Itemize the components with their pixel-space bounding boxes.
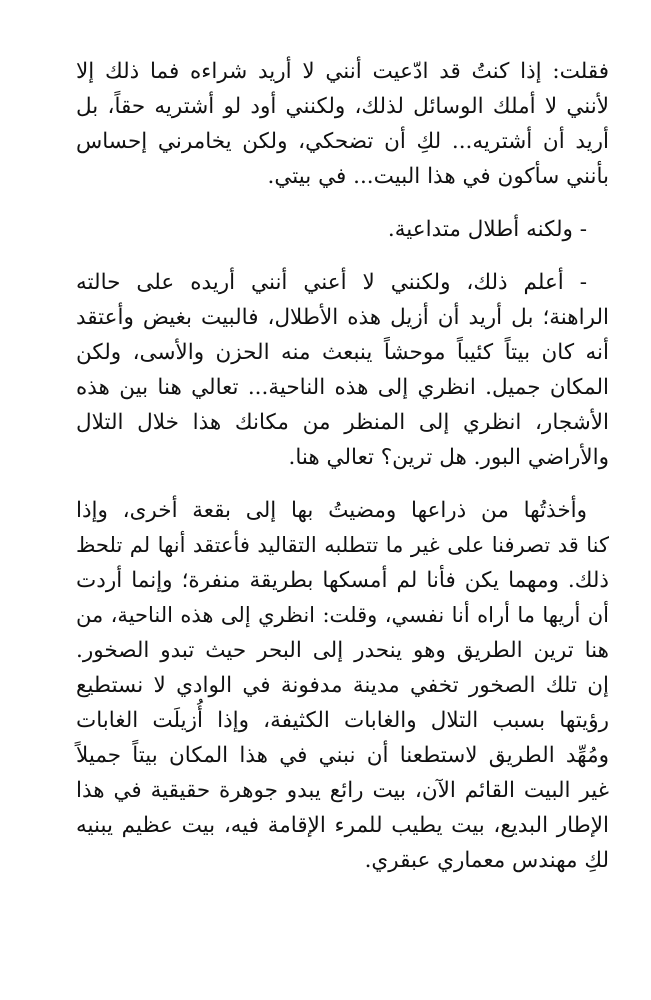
text-line: الراهنة؛ بل أريد أن أزيل هذه الأطلال، فالبيت بغيض وأعتقد [76,305,609,330]
paragraph-1 [76,54,609,194]
paragraph-2 [76,212,609,247]
text-line: رؤيتها بسبب التلال والغابات الكثيفة، وإذا أُزيلَت الغابات [76,708,609,733]
text-line: غير البيت القائم الآن، بيت رائع يبدو جوهرة حقيقية في هذا [76,778,609,803]
text-line: هنا ترين الطريق وهو ينحدر إلى البحر حيث تبدو الصخور. [76,638,609,663]
text-line: أريد أن أشتريه... لكِ أن تضحكي، ولكن يخامرني إحساس [76,129,609,154]
text-line: كنا قد تصرفنا على غير ما تتطلبه التقاليد فأعتقد أنها لم تلحظ [76,533,609,557]
text-line: لأنني لا أملك الوسائل لذلك، ولكنني أود لو أشتريه حقاً، بل [76,94,609,119]
text-line: - ولكنه أطلال متداعية. [387,217,587,242]
paragraph-3 [76,265,609,475]
text-line: أنه كان بيتاً كئيباً موحشاً ينبعث منه الحزن والأسى، ولكن [76,340,609,365]
text-line: بأنني سأكون في هذا البيت... في بيتي. [267,164,609,189]
text-line: ومُهِّد الطريق لاستطعنا أن نبني في هذا المكان بيتاً جميلاً [76,743,609,768]
text-line: المكان جميل. انظري إلى هذه الناحية... تعالي هنا بين هذه [76,375,609,400]
book-page [76,54,609,878]
paragraph-4 [76,493,609,878]
text-line: أن أريها ما أراه أنا نفسي، وقلت: انظري إلى هذه الناحية، من [76,603,609,627]
text-line: الإطار البديع، بيت يطيب للمرء الإقامة فيه، بيت عظيم يبنيه [76,813,609,838]
text-line: لكِ مهندس معماري عبقري. [364,848,609,873]
text-line: والأراضي البور. هل ترين؟ تعالي هنا. [288,445,609,470]
text-line: وأخذتُها من ذراعها ومضيتُ بها إلى بقعة أخرى، وإذا [76,498,587,523]
text-line: الأشجار، انظري إلى المنظر من مكانك هذا خلال التلال [76,410,609,435]
text-line: فقلت: إذا كنتُ قد ادّعيت أنني لا أريد شراءه فما ذلك إلا [76,59,609,84]
text-line: - أعلم ذلك، ولكنني لا أعني أنني أريده على حالته [76,270,587,295]
text-line: ذلك. ومهما يكن فأنا لم أمسكها بطريقة منفرة؛ وإنما أردت [76,568,609,593]
text-line: إن تلك الصخور تخفي مدينة مدفونة في الوادي لا نستطيع [76,673,609,698]
